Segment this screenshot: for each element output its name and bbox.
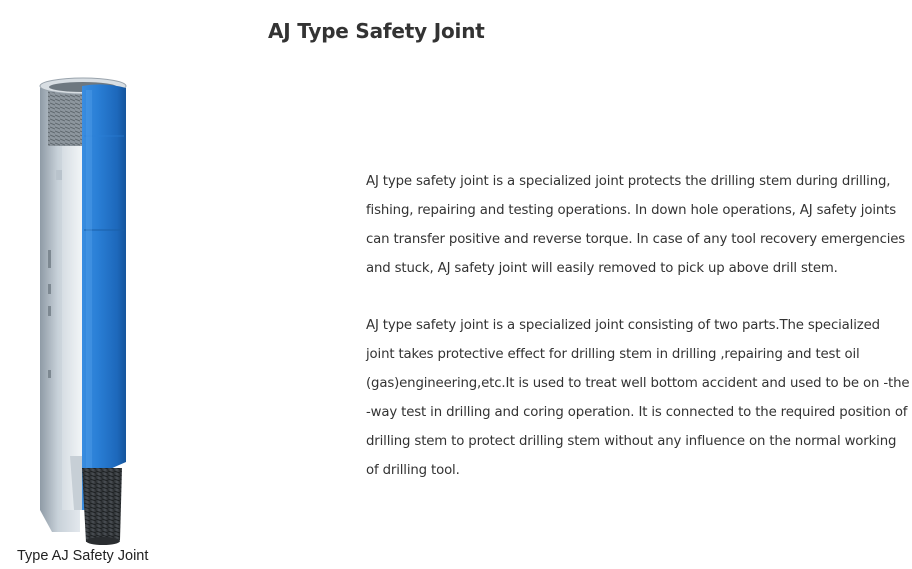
safety-joint-figure: [0, 70, 180, 569]
description-text: [366, 167, 912, 485]
figure-caption: Type AJ Safety Joint: [17, 548, 149, 564]
description-paragraph: AJ type safety joint is a specialized joint protects the drilling stem during drilling, fishing, repairing and testing operations. In down hole operations, AJ safety joints can transfer positive and reverse torque. In case of any tool recovery emergencies and stuck, AJ safety joint will easily removed to pick up above drill stem.: [366, 174, 906, 276]
description-paragraph: AJ type safety joint is a specialized joint consisting of two parts.The specialized joint takes protective effect for drilling stem in drilling ,repairing and test oil (gas)engineering,etc.It is used to treat well bottom accident and used to be on -the -way test in drilling and coring operation. It is connected to the required position of drilling stem to protect drilling stem without any influence on the normal working of drilling tool.: [366, 318, 910, 478]
page-title: AJ Type Safety Joint: [268, 19, 485, 43]
safety-joint-illustration: [0, 70, 180, 550]
